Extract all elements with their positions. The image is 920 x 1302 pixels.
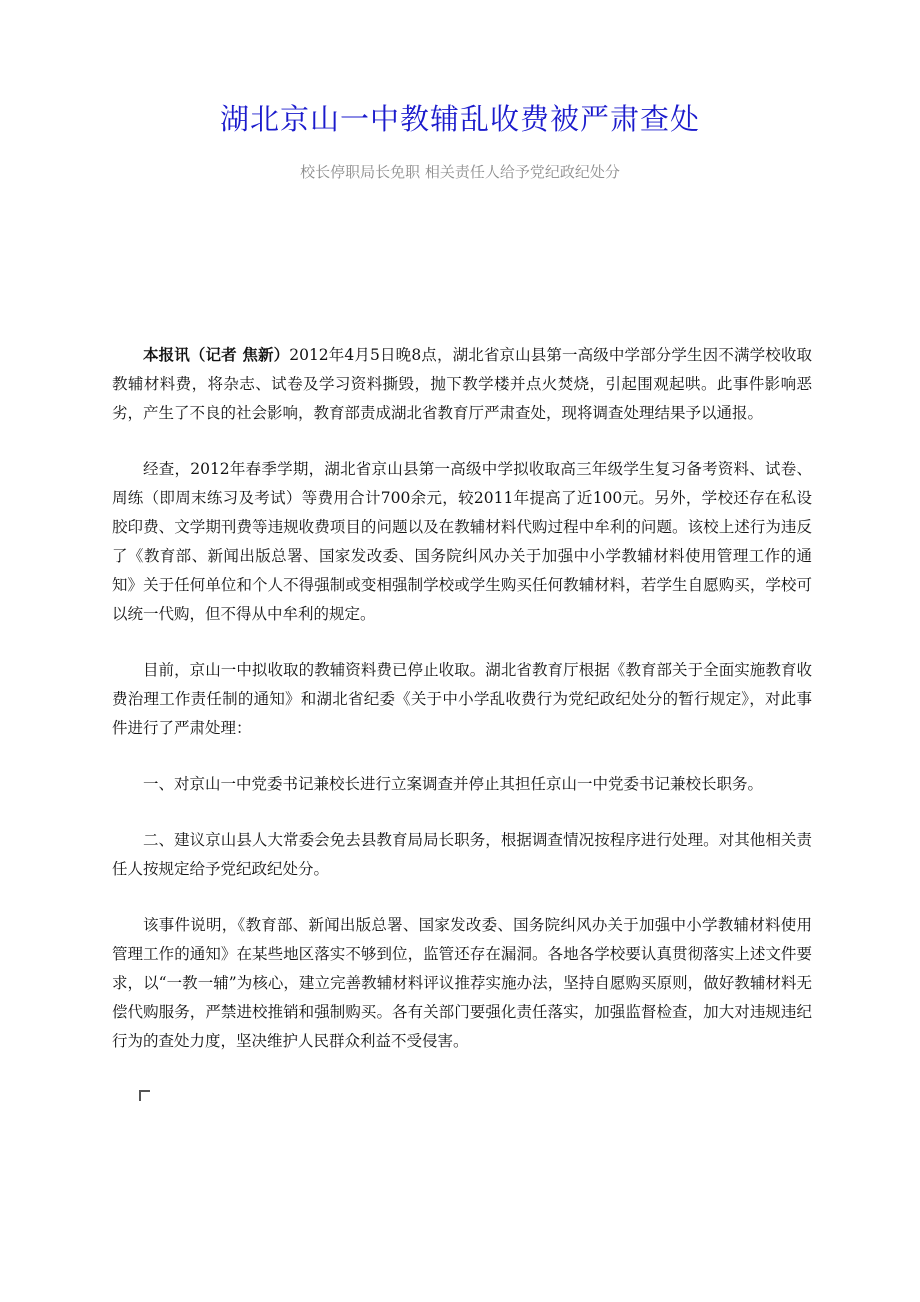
paragraph-text: 2012年4月5日晚8点，湖北省京山县第一高级中学部分学生因不满学校收取教辅材料费，将杂志、试卷及学习资料撕毁，抛下教学楼并点火焚烧，引起围观起哄。此事件影响恶劣，产生了不良的社会影响，教育部责成湖北省教育厅严肃查处，现将调查处理结果予以通报。 (112, 346, 812, 422)
paragraph-measure-two: 二、建议京山县人大常委会免去县教育局局长职务，根据调查情况按程序进行处理。对其他相关责任人按规定给予党纪政纪处分。 (112, 831, 812, 878)
article-title: 湖北京山一中教辅乱收费被严肃查处 (219, 102, 700, 136)
corner-mark-icon (139, 1090, 150, 1101)
lead-label: 本报讯（记者 焦新） (143, 345, 290, 364)
paragraph-lead (112, 340, 812, 428)
paragraph-current-status: 目前，京山一中拟收取的教辅资料费已停止收取。湖北省教育厅根据《教育部关于全面实施教育收费治理工作责任制的通知》和湖北省纪委《关于中小学乱收费行为党纪政纪处分的暂行规定》，对此事件进行了严肃处理： (112, 661, 812, 737)
paragraph-conclusion: 该事件说明，《教育部、新闻出版总署、国家发改委、国务院纠风办关于加强中小学教辅材料使用管理工作的通知》在某些地区落实不够到位，监管还存在漏洞。各地各学校要认真贯彻落实上述文件要求，以“一教一辅”为核心，建立完善教辅材料评议推荐实施办法，坚持自愿购买原则，做好教辅材料无偿代购服务，严禁进校推销和强制购买。各有关部门要强化责任落实，加强监督检查，加大对违规违纪行为的查处力度，坚决维护人民群众利益不受侵害。 (112, 916, 812, 1050)
article-body (112, 340, 812, 1083)
paragraph-investigation: 经查，2012年春季学期，湖北省京山县第一高级中学拟收取高三年级学生复习备考资料、试卷、周练（即周末练习及考试）等费用合计700余元，较2011年提高了近100元。另外，学校还存在私设胶印费、文学期刊费等违规收费项目的问题以及在教辅材料代购过程中牟利的问题。该校上述行为违反了《教育部、新闻出版总署、国家发改委、国务院纠风办关于加强中小学教辅材料使用管理工作的通知》关于任何单位和个人不得强制或变相强制学校或学生购买任何教辅材料，若学生自愿购买，学校可以统一代购，但不得从中牟利的规定。 (112, 460, 812, 623)
article-subtitle: 校长停职局长免职 相关责任人给予党纪政纪处分 (300, 163, 620, 181)
paragraph-measure-one: 一、对京山一中党委书记兼校长进行立案调查并停止其担任京山一中党委书记兼校长职务。 (143, 775, 764, 793)
